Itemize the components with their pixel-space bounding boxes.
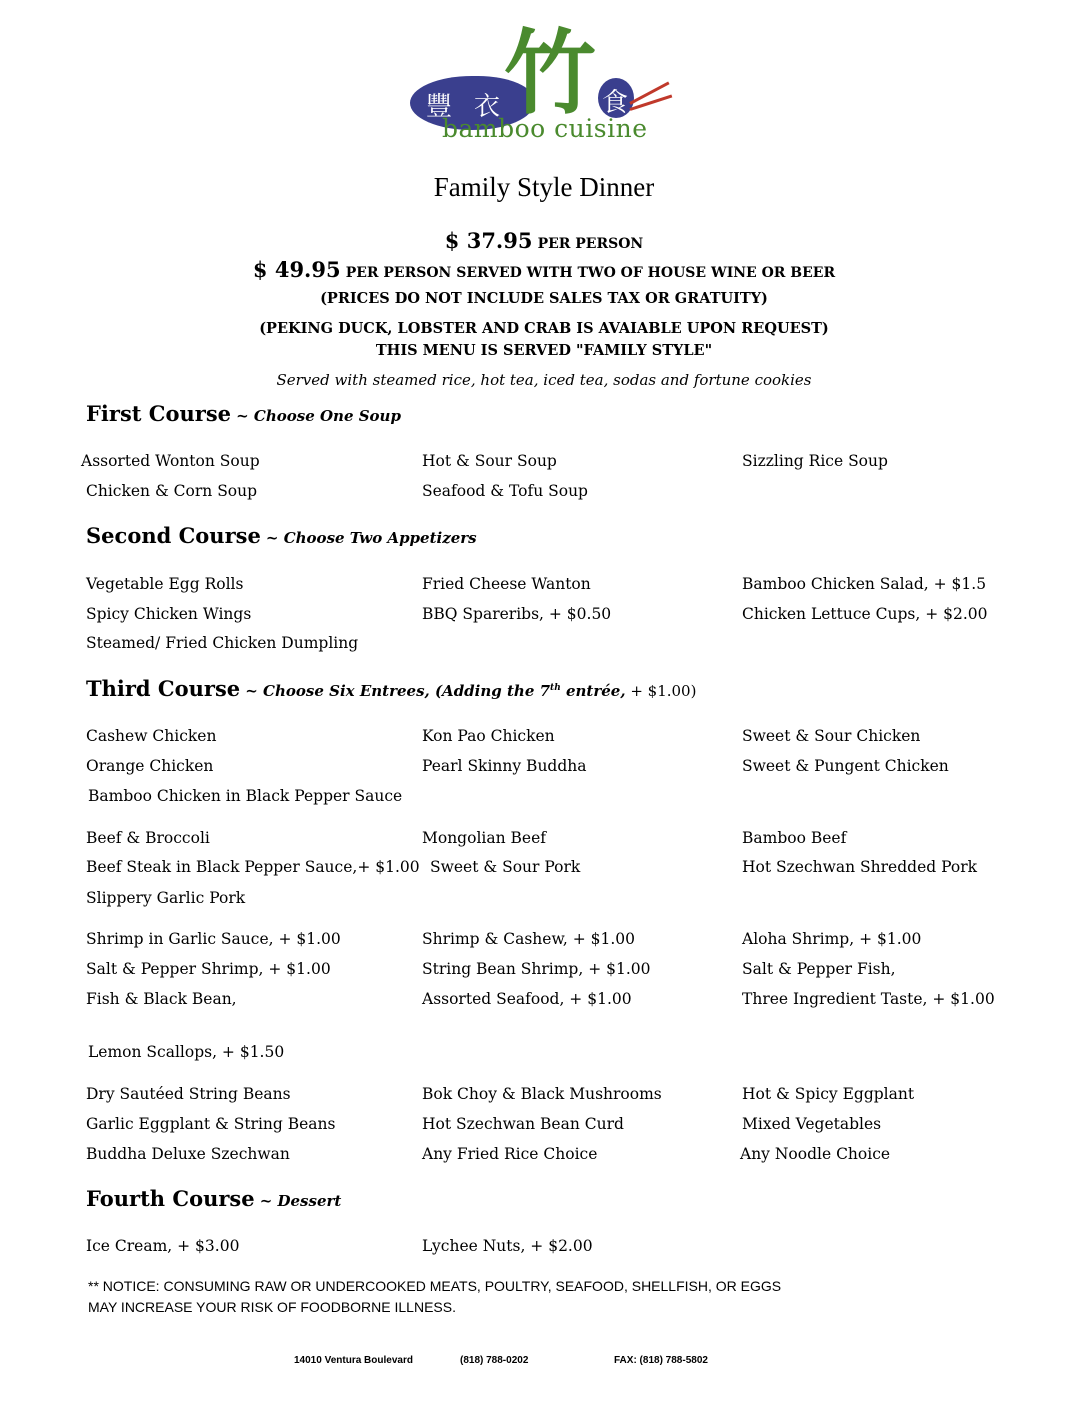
menu-item: Hot Szechwan Shredded Pork — [742, 858, 978, 876]
course-subtitle: ~ Choose One Soup — [236, 407, 401, 425]
restaurant-logo — [408, 20, 684, 143]
menu-item: Shrimp in Garlic Sauce, + $1.00 — [86, 930, 341, 948]
menu-item: Hot Szechwan Bean Curd — [422, 1115, 624, 1133]
menu-item: Lychee Nuts, + $2.00 — [422, 1237, 593, 1255]
footer-address: 14010 Ventura Boulevard — [294, 1355, 413, 1366]
course-subtitle: ~ Choose Six Entrees, (Adding the 7th entrée, + $1.00) — [245, 682, 697, 700]
price-amount: $ 37.95 — [444, 228, 533, 253]
second-course-heading — [86, 523, 477, 548]
menu-item: Hot & Spicy Eggplant — [742, 1085, 915, 1103]
logo-name: bamboo cuisine — [442, 114, 648, 143]
menu-item: Fish & Black Bean, — [86, 990, 237, 1008]
first-course-heading — [86, 401, 401, 426]
menu-item: Beef & Broccoli — [86, 829, 210, 847]
menu-item: Mongolian Beef — [422, 829, 546, 847]
footer-fax: FAX: (818) 788-5802 — [614, 1355, 708, 1366]
menu-item: Spicy Chicken Wings — [86, 605, 252, 623]
course-title: Third Course — [86, 676, 241, 701]
course-title: Fourth Course — [86, 1186, 255, 1211]
menu-item: Fried Cheese Wanton — [422, 575, 591, 593]
menu-item: Three Ingredient Taste, + $1.00 — [742, 990, 995, 1008]
menu-item: Vegetable Egg Rolls — [86, 575, 244, 593]
menu-item: Sweet & Sour Pork — [430, 858, 581, 876]
menu-item: Sweet & Sour Chicken — [742, 727, 921, 745]
footer-phone: (818) 788-0202 — [460, 1355, 529, 1366]
menu-item: Sizzling Rice Soup — [742, 452, 888, 470]
price-disclaimer: (PRICES DO NOT INCLUDE SALES TAX OR GRATUITY) — [320, 290, 768, 307]
menu-item: Chicken & Corn Soup — [86, 482, 258, 500]
menu-item: Beef Steak in Black Pepper Sauce,+ $1.00 — [86, 858, 420, 876]
logo-char-4: 食 — [602, 88, 629, 118]
menu-item: Bamboo Chicken Salad, + $1.5 — [742, 575, 987, 593]
menu-item: Bok Choy & Black Mushrooms — [422, 1085, 662, 1103]
menu-item: Bamboo Chicken in Black Pepper Sauce — [88, 787, 403, 805]
logo-char-1: 豐 — [426, 92, 453, 122]
price-line-2 — [0, 257, 1088, 282]
menu-item: Aloha Shrimp, + $1.00 — [742, 930, 922, 948]
page-title: Family Style Dinner — [433, 172, 655, 202]
price-note: PER PERSON SERVED WITH TWO OF HOUSE WINE OR BEER — [345, 265, 836, 281]
menu-item: Garlic Eggplant & String Beans — [86, 1115, 336, 1133]
course-subtitle: ~ Choose Two Appetizers — [265, 529, 477, 547]
menu-item: Bamboo Beef — [742, 829, 847, 847]
fourth-course-heading — [86, 1186, 341, 1211]
price-line-1 — [0, 228, 1088, 253]
food-safety-notice — [88, 1276, 781, 1318]
menu-item: Steamed/ Fried Chicken Dumpling — [86, 634, 359, 652]
family-style-note: THIS MENU IS SERVED "FAMILY STYLE" — [375, 342, 713, 359]
menu-item: Buddha Deluxe Szechwan — [86, 1145, 290, 1163]
special-request-note: (PEKING DUCK, LOBSTER AND CRAB IS AVAIABLE UPON REQUEST) — [259, 320, 829, 337]
menu-item: Hot & Sour Soup — [422, 452, 557, 470]
menu-item: Ice Cream, + $3.00 — [86, 1237, 240, 1255]
menu-item: Any Noodle Choice — [740, 1145, 891, 1163]
menu-item: Pearl Skinny Buddha — [422, 757, 587, 775]
price-note: PER PERSON — [537, 236, 644, 252]
menu-item: Assorted Seafood, + $1.00 — [422, 990, 632, 1008]
menu-item: Seafood & Tofu Soup — [422, 482, 588, 500]
menu-item: Kon Pao Chicken — [422, 727, 555, 745]
menu-item: Cashew Chicken — [86, 727, 217, 745]
menu-item: Lemon Scallops, + $1.50 — [88, 1043, 285, 1061]
menu-item: String Bean Shrimp, + $1.00 — [422, 960, 651, 978]
menu-item: Any Fried Rice Choice — [422, 1145, 598, 1163]
menu-item: Orange Chicken — [86, 757, 214, 775]
price-amount: $ 49.95 — [252, 257, 341, 282]
notice-line-1: ** NOTICE: CONSUMING RAW OR UNDERCOOKED MEATS, POULTRY, SEAFOOD, SHELLFISH, OR EGGS — [88, 1278, 782, 1294]
menu-item: Mixed Vegetables — [742, 1115, 882, 1133]
chopsticks-icon-2 — [630, 94, 673, 110]
menu-item: Assorted Wonton Soup — [81, 452, 260, 470]
third-course-heading — [86, 676, 696, 701]
served-with-note: Served with steamed rice, hot tea, iced tea, sodas and fortune cookies — [276, 371, 812, 389]
course-title: First Course — [86, 401, 232, 426]
menu-item: Salt & Pepper Fish, — [742, 960, 896, 978]
course-subtitle: ~ Dessert — [259, 1192, 342, 1210]
notice-line-2: MAY INCREASE YOUR RISK OF FOODBORNE ILLNESS. — [88, 1299, 456, 1315]
logo-bamboo-char: 竹 — [504, 20, 597, 127]
menu-item: Dry Sautéed String Beans — [86, 1085, 291, 1103]
menu-item: Shrimp & Cashew, + $1.00 — [422, 930, 636, 948]
menu-item: Slippery Garlic Pork — [86, 889, 246, 907]
menu-item: Salt & Pepper Shrimp, + $1.00 — [86, 960, 331, 978]
menu-item: BBQ Spareribs, + $0.50 — [422, 605, 612, 623]
course-title: Second Course — [86, 523, 261, 548]
logo-char-2: 衣 — [474, 92, 501, 122]
menu-item: Chicken Lettuce Cups, + $2.00 — [742, 605, 988, 623]
menu-item: Sweet & Pungent Chicken — [742, 757, 949, 775]
